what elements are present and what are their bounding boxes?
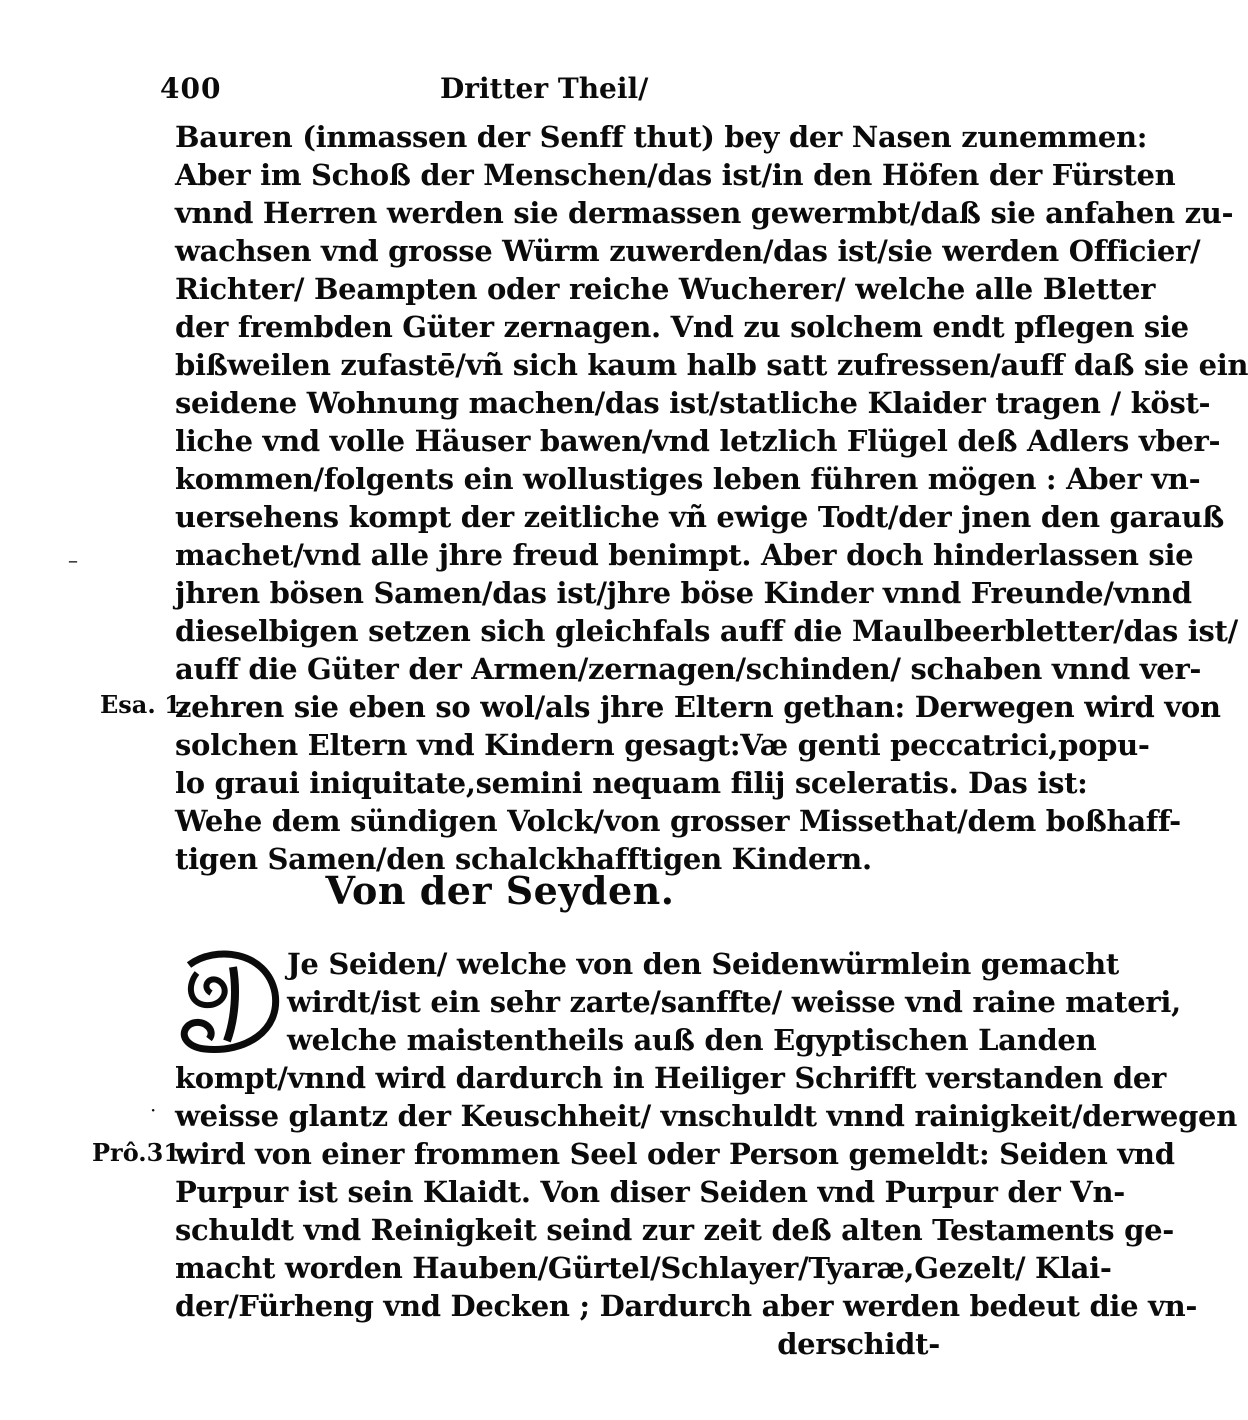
text-line: liche vnd volle Häuser bawen/vnd letzlich Flügel deß Adlers vber-: [175, 424, 1221, 458]
margin-dash: –: [68, 548, 78, 572]
text-line: Wehe dem sündigen Volck/von grosser Missethat/dem boßhaff-: [175, 804, 1181, 838]
margin-note-esa: Esa. 1.: [100, 690, 190, 719]
text-line: Je Seiden/ welche von den Seidenwürmlein gemacht: [287, 947, 1120, 981]
running-head: Dritter Theil/: [440, 72, 649, 105]
paragraph-1: [175, 118, 1248, 878]
text-line: jhren bösen Samen/das ist/jhre böse Kinder vnnd Freunde/vnnd: [175, 576, 1192, 610]
text-line: solchen Eltern vnd Kindern gesagt:Væ genti peccatrici,popu-: [175, 728, 1150, 762]
text-line: macht worden Hauben/Gürtel/Schlayer/Tyaræ,Gezelt/ Klai-: [175, 1251, 1112, 1285]
text-line: kompt/vnnd wird dardurch in Heiliger Schrifft verstanden der: [175, 1061, 1166, 1095]
text-line: vnnd Herren werden sie dermassen gewermbt/daß sie anfahen zu-: [175, 196, 1234, 230]
text-line: weisse glantz der Keuschheit/ vnschuldt vnnd rainigkeit/derwegen: [175, 1099, 1237, 1133]
text-line: machet/vnd alle jhre freud benimpt. Aber doch hinderlassen sie: [175, 538, 1194, 572]
text-line: wird von einer frommen Seel oder Person gemeldt: Seiden vnd: [175, 1137, 1175, 1171]
decorated-initial: [175, 945, 283, 1057]
paragraph-2-lines: [175, 945, 1237, 1363]
text-line: lo graui iniquitate,semini nequam filij sceleratis. Das ist:: [175, 766, 1088, 800]
catchword: derschidt-: [777, 1327, 940, 1361]
text-line: Aber im Schoß der Menschen/das ist/in den Höfen der Fürsten: [175, 158, 1176, 192]
text-line: Bauren (inmassen der Senff thut) bey der Nasen zunemmen:: [175, 120, 1148, 154]
margin-dot: ·: [150, 1098, 157, 1122]
section-title: Von der Seyden.: [325, 868, 675, 913]
page-header: [160, 72, 940, 112]
margin-note-pro: Prô.31.: [92, 1138, 189, 1167]
text-line: kommen/folgents ein wollustiges leben führen mögen : Aber vn-: [175, 462, 1201, 496]
text-line: schuldt vnd Reinigkeit seind zur zeit deß alten Testaments ge-: [175, 1213, 1174, 1247]
text-line: Richter/ Beampten oder reiche Wucherer/ welche alle Bletter: [175, 272, 1156, 306]
text-line: tigen Samen/den schalckhafftigen Kindern.: [175, 842, 872, 876]
text-line: dieselbigen setzen sich gleichfals auff die Maulbeerbletter/das ist/: [175, 614, 1238, 648]
text-line: wirdt/ist ein sehr zarte/sanffte/ weisse vnd raine materi,: [287, 985, 1181, 1019]
text-line: uersehens kompt der zeitliche vñ ewige Todt/der jnen den garauß: [175, 500, 1225, 534]
text-line: der/Fürheng vnd Decken ; Dardurch aber werden bedeut die vn-: [175, 1289, 1198, 1323]
text-line: Purpur ist sein Klaidt. Von diser Seiden vnd Purpur der Vn-: [175, 1175, 1125, 1209]
page-number: 400: [160, 72, 222, 105]
text-line: seidene Wohnung machen/das ist/statliche Klaider tragen / köst-: [175, 386, 1211, 420]
text-line: der frembden Güter zernagen. Vnd zu solchem endt pflegen sie: [175, 310, 1189, 344]
text-line: bißweilen zufastē/vñ sich kaum halb satt zufressen/auff daß sie ein: [175, 348, 1248, 382]
paragraph-2: [175, 945, 1237, 1363]
text-line: zehren sie eben so wol/als jhre Eltern gethan: Derwegen wird von: [175, 690, 1221, 724]
text-line: auff die Güter der Armen/zernagen/schinden/ schaben vnnd ver-: [175, 652, 1202, 686]
text-line: wachsen vnd grosse Würm zuwerden/das ist/sie werden Officier/: [175, 234, 1201, 268]
text-line: welche maistentheils auß den Egyptischen Landen: [287, 1023, 1097, 1057]
